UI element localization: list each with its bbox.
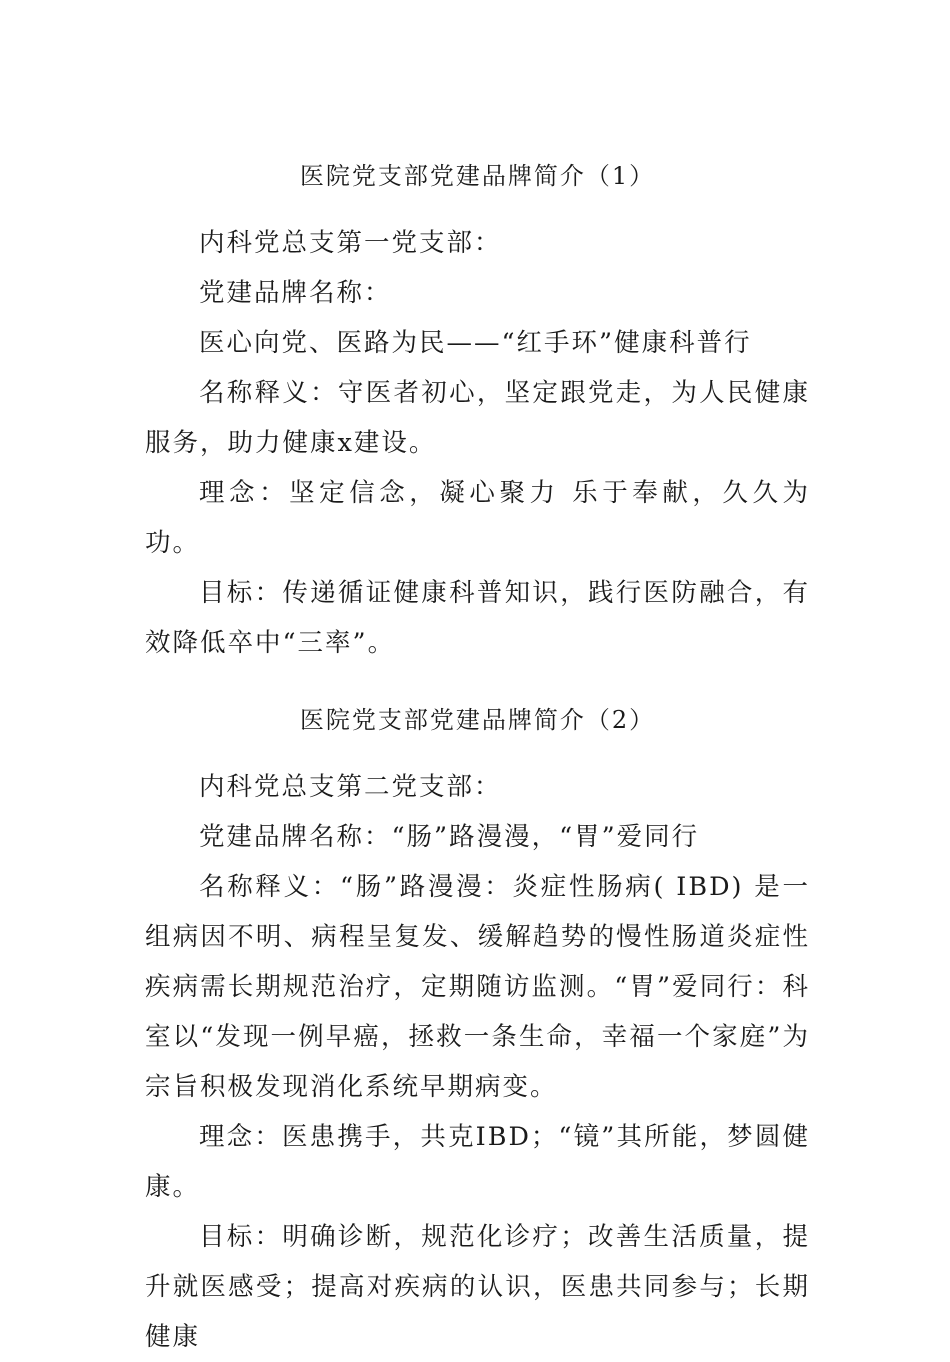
section-1-title: 医院党支部党建品牌简介（1） — [299, 162, 656, 190]
section-2-title: 医院党支部党建品牌简介（2） — [299, 706, 656, 734]
spacer — [145, 668, 810, 696]
section-1-brand-name: 医心向党、医路为民——“红手环”健康科普行 — [199, 328, 752, 358]
section-2-brand-name: 党建品牌名称：“肠”路漫漫，“胃”爱同行 — [199, 822, 700, 852]
section-1-branch: 内科党总支第一党支部： — [199, 228, 502, 258]
spacer — [145, 200, 810, 218]
section-2-concept: 理念：医患携手，共克IBD；“镜”其所能，梦圆健康。 — [145, 1122, 810, 1202]
section-2-branch: 内科党总支第二党支部： — [199, 772, 502, 802]
document-body — [145, 152, 810, 1362]
section-1-concept: 理念：坚定信念，凝心聚力 乐于奉献，久久为功。 — [145, 478, 810, 558]
section-1-name-explanation: 名称释义：守医者初心，坚定跟党走，为人民健康服务，助力健康x建设。 — [145, 378, 810, 458]
section-2-goal: 目标：明确诊断，规范化诊疗；改善生活质量，提升就医感受；提高对疾病的认识，医患共同参与；长期健康 — [145, 1222, 810, 1352]
section-2-name-explanation: 名称释义：“肠”路漫漫：炎症性肠病( IBD) 是一组病因不明、病程呈复发、缓解趋势的慢性肠道炎症性疾病需长期规范治疗，定期随访监测。“胃”爱同行：科室以“发现一例早癌，拯救一条生命，幸福一个家庭”为宗旨积极发现消化系统早期病变。 — [145, 872, 810, 1102]
section-1-goal: 目标：传递循证健康科普知识，践行医防融合，有效降低卒中“三率”。 — [145, 578, 810, 658]
spacer — [145, 744, 810, 762]
section-1-brand-name-label: 党建品牌名称： — [199, 278, 392, 308]
